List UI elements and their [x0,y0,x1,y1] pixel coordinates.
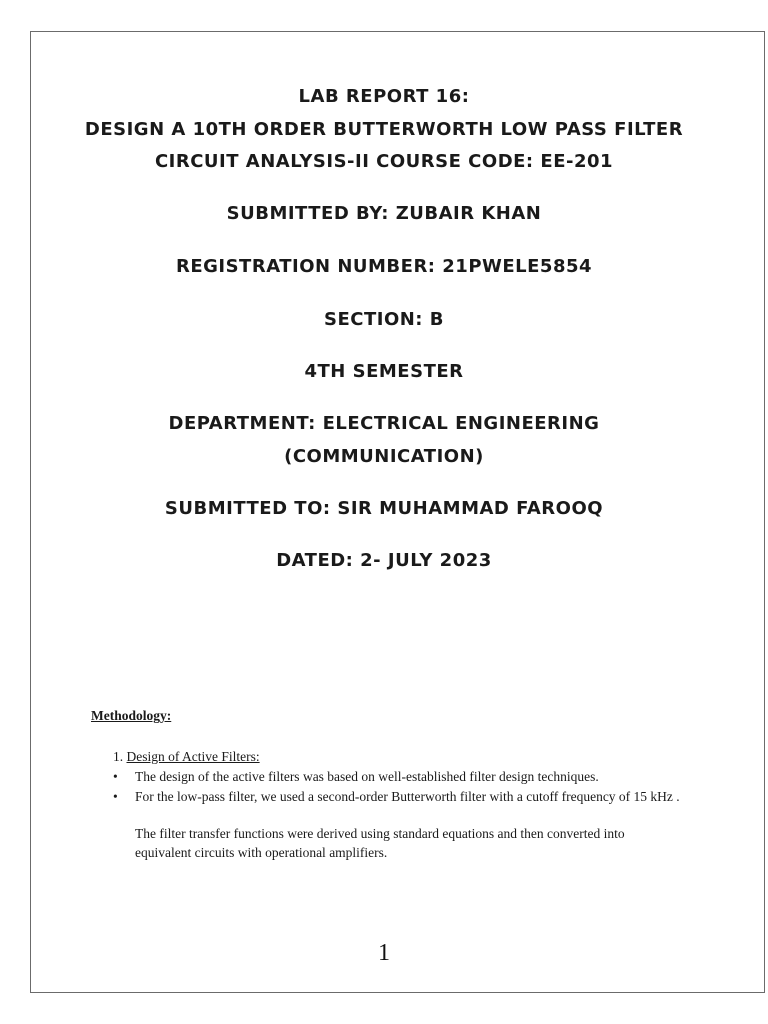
lab-report-title: LAB REPORT 16: [298,86,470,107]
item-number: 1. [113,749,124,764]
item-title: Design of Active Filters: [126,749,260,764]
dated: DATED: 2- JULY 2023 [276,550,492,571]
report-subject: DESIGN A 10TH ORDER BUTTERWORTH LOW PASS FILTER [84,119,684,140]
department: DEPARTMENT: ELECTRICAL ENGINEERING [168,413,600,434]
bullet-text: For the low-pass filter, we used a second-order Butterworth filter with a cutoff frequency of 15 kHz . [135,789,680,804]
methodology-heading: Methodology: [91,708,172,723]
bullet-icon: • [113,769,118,784]
bullet-text: The design of the active filters was based on well-established filter design techniques. [135,769,599,784]
page-number: 1 [378,940,390,966]
course-info: CIRCUIT ANALYSIS-II COURSE CODE: EE-201 [154,151,614,172]
semester: 4TH SEMESTER [304,361,464,382]
methodology-paragraph: The filter transfer functions were derived using standard equations and then converted into equivalent circuits with operational amplifiers. [135,826,625,860]
registration-number: REGISTRATION NUMBER: 21PWELE5854 [175,256,593,277]
numbered-item [113,747,260,766]
submitted-to: SUBMITTED TO: SIR MUHAMMAD FAROOQ [164,498,604,519]
submitted-by: SUBMITTED BY: ZUBAIR KHAN [226,203,542,224]
section: SECTION: B [324,309,444,330]
bullet-icon: • [113,789,118,804]
department-subtitle: (COMMUNICATION) [284,446,484,467]
